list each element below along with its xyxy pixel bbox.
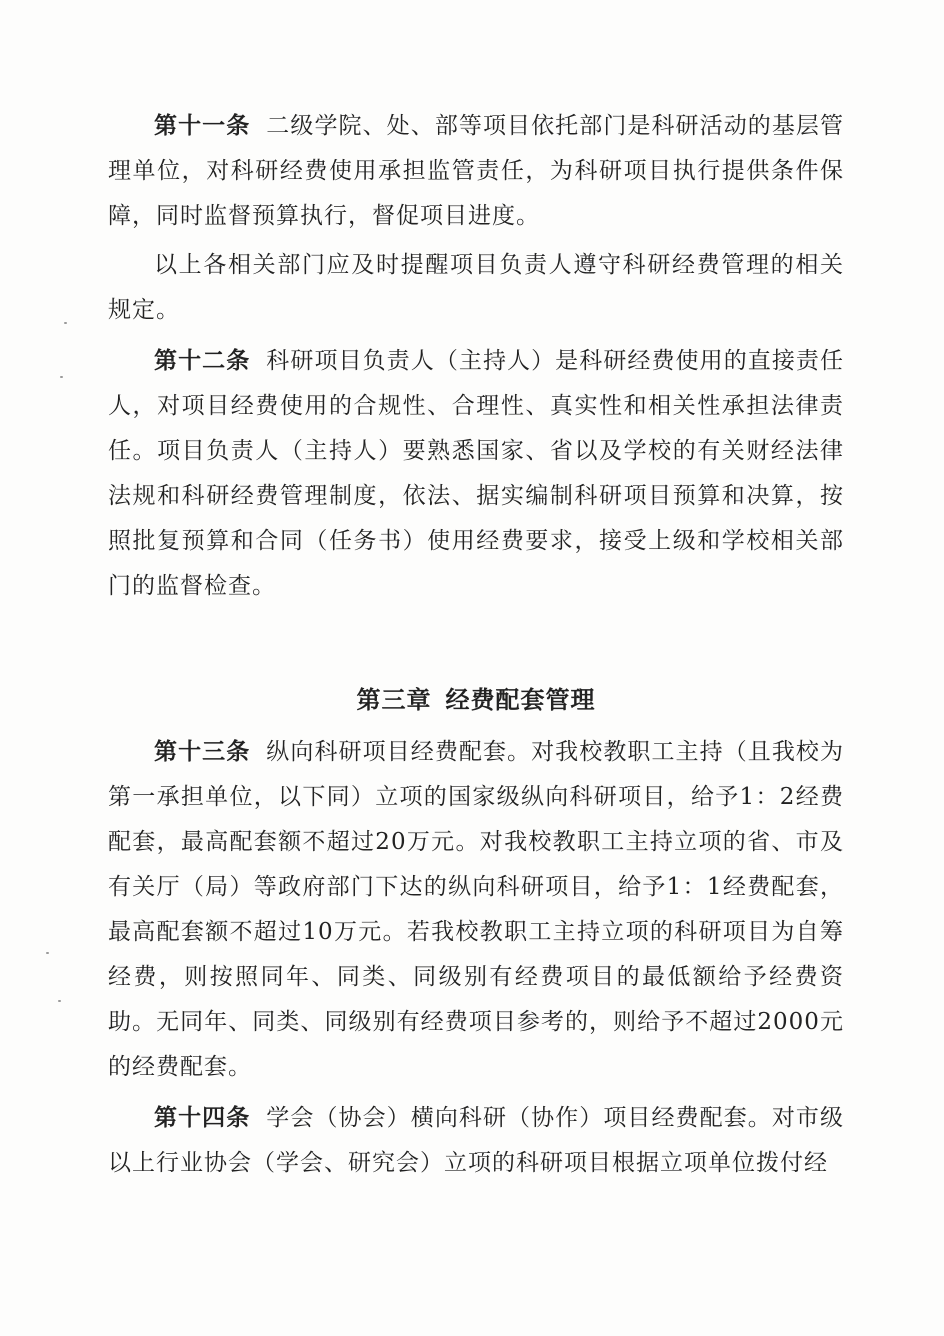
article-13-label: 第十三条 xyxy=(154,739,251,765)
article-11-text: 二级学院、处、部等项目依托部门是科研活动的基层管理单位，对科研经费使用承担监管责任，为科研项目执行提供条件保障，同时监督预算执行，督促项目进度。 xyxy=(108,113,845,229)
section-articles-11-12 xyxy=(108,104,844,609)
article-14-paragraph xyxy=(108,1096,844,1186)
note-text: 以上各相关部门应及时提醒项目负责人遵守科研经费管理的相关规定。 xyxy=(108,252,844,323)
section-articles-13-14 xyxy=(108,730,844,1186)
chapter-title: 经费配套管理 xyxy=(445,686,596,714)
article-11-paragraph xyxy=(108,104,844,239)
scan-speck xyxy=(60,376,63,378)
article-12-text: 科研项目负责人（主持人）是科研经费使用的直接责任人，对项目经费使用的合规性、合理性、真实性和相关性承担法律责任。项目负责人（主持人）要熟悉国家、省以及学校的有关财经法律法规和科研经费管理制度，依法、据实编制科研项目预算和决算，按照批复预算和合同（任务书）使用经费要求，接受上级和学校相关部门的监督检查。 xyxy=(108,348,845,599)
article-14-label: 第十四条 xyxy=(154,1105,251,1131)
chapter-number: 第三章 xyxy=(356,686,432,714)
article-13-text: 纵向科研项目经费配套。对我校教职工主持（且我校为第一承担单位，以下同）立项的国家级纵向科研项目，给予1：2经费配套，最高配套额不超过20万元。对我校教职工主持立项的省、市及有关厅（局）等政府部门下达的纵向科研项目，给予1：1经费配套，最高配套额不超过10万元。若我校教职工主持立项的科研项目为自筹经费，则按照同年、同类、同级别有经费项目的最低额给予经费资助。无同年、同类、同级别有经费项目参考的，则给予不超过2000元的经费配套。 xyxy=(108,739,845,1080)
article-12-paragraph xyxy=(108,339,844,609)
scan-speck xyxy=(64,322,67,324)
note-paragraph xyxy=(108,243,844,333)
article-13-paragraph xyxy=(108,730,844,1090)
article-12-label: 第十二条 xyxy=(154,348,251,374)
article-14-text: 学会（协会）横向科研（协作）项目经费配套。对市级以上行业协会（学会、研究会）立项的科研项目根据立项单位拨付经 xyxy=(108,1105,845,1176)
scan-speck xyxy=(46,952,49,954)
chapter-heading xyxy=(108,680,844,715)
scan-speck xyxy=(58,1000,61,1002)
article-11-label: 第十一条 xyxy=(154,113,251,139)
